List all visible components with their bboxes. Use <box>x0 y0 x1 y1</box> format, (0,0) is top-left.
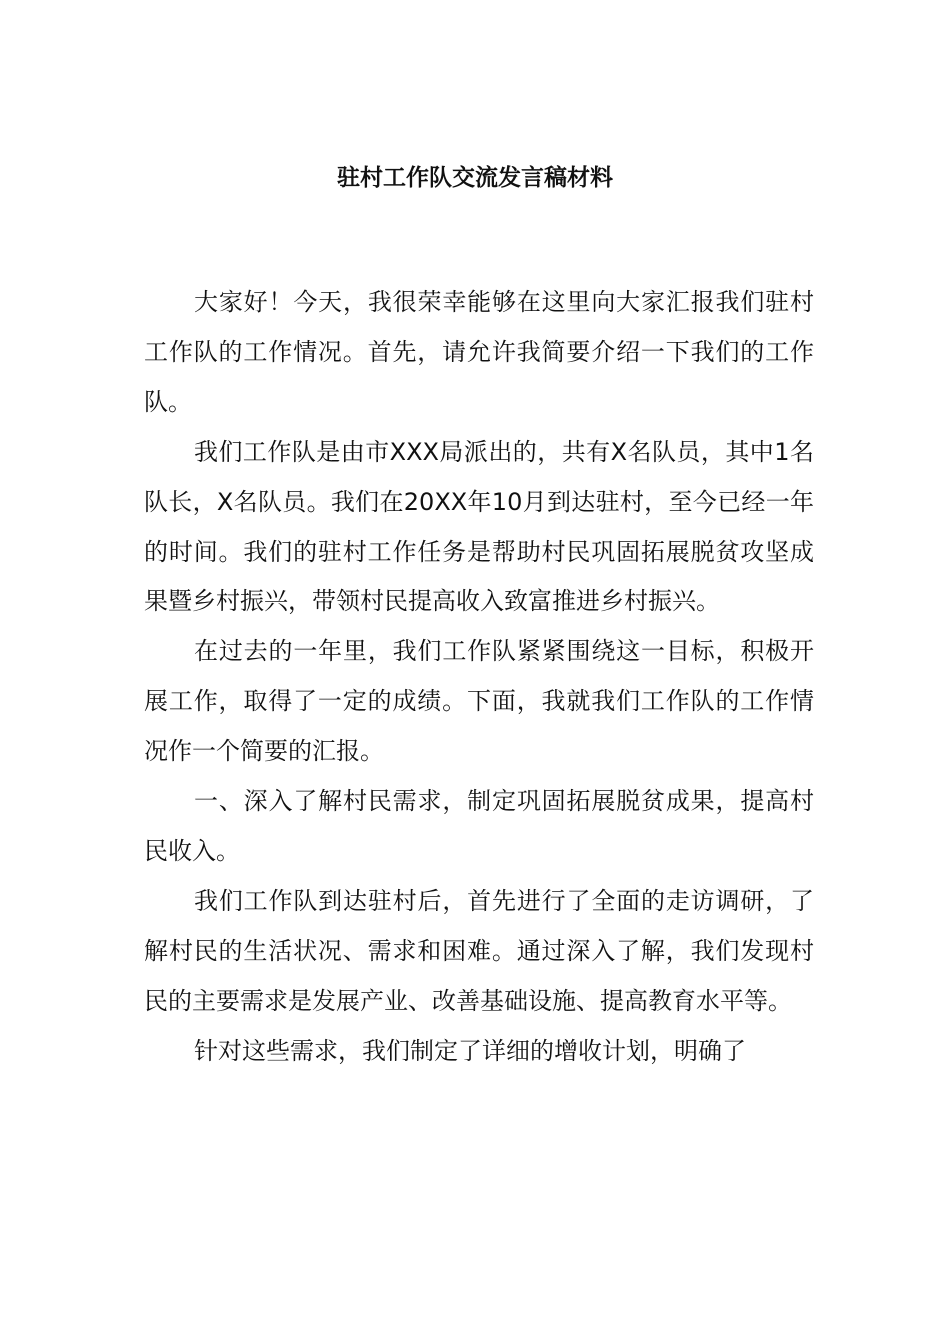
document-title: 驻村工作队交流发言稿材料 <box>337 165 613 191</box>
paragraph-team-intro: 我们工作队是由市XXX局派出的，共有X名队员，其中1名队长，X名队员。我们在20XX年10月到达驻村，至今已经一年的时间。我们的驻村工作任务是帮助村民巩固拓展脱贫攻坚成果暨乡村振兴，带领村民提高收入致富推进乡村振兴。 <box>144 437 814 616</box>
paragraph-survey: 我们工作队到达驻村后，首先进行了全面的走访调研，了解村民的生活状况、需求和困难。通过深入了解，我们发现村民的主要需求是发展产业、改善基础设施、提高教育水平等。 <box>144 886 814 1015</box>
paragraph-past-year: 在过去的一年里，我们工作队紧紧围绕这一目标，积极开展工作，取得了一定的成绩。下面，我就我们工作队的工作情况作一个简要的汇报。 <box>144 637 814 766</box>
document-body <box>144 278 814 1077</box>
paragraph-greeting: 大家好！今天，我很荣幸能够在这里向大家汇报我们驻村工作队的工作情况。首先，请允许我简要介绍一下我们的工作队。 <box>144 288 814 416</box>
paragraph-plan: 针对这些需求，我们制定了详细的增收计划，明确了 <box>194 1036 746 1065</box>
section-heading-one: 一、深入了解村民需求，制定巩固拓展脱贫成果，提高村民收入。 <box>144 787 814 865</box>
